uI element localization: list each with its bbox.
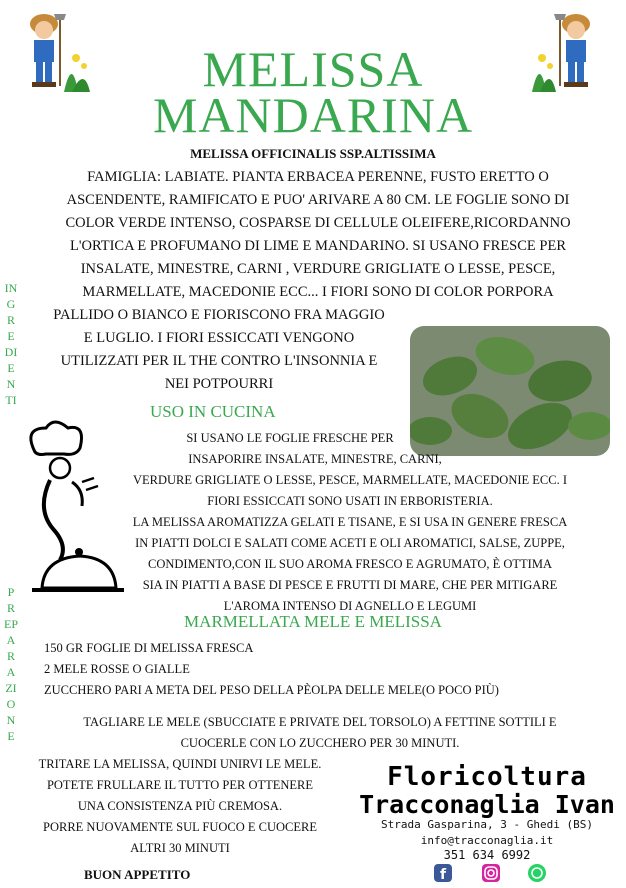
- uso-line: INSAPORIRE INSALATE, MINESTRE, CARNI,: [188, 452, 442, 466]
- preparation-wide: [40, 712, 600, 754]
- description-line: UTILIZZATI PER IL THE CONTRO L'INSONNIA E: [60, 353, 378, 369]
- description-left-block: [34, 304, 404, 396]
- side-label-preparazione: PREPARAZIONE: [4, 585, 19, 743]
- brand-phone: 351 634 6992: [443, 848, 531, 862]
- description-block: [38, 166, 598, 304]
- preparation-line: UNA CONSISTENZA PIÙ CREMOSA.: [77, 799, 283, 813]
- uso-line: FIORI ESSICCATI SONO USATI IN ERBORISTERIA.: [207, 494, 493, 508]
- ingredient-item: 2 MELE ROSSE O GIALLE: [44, 662, 190, 676]
- brand-email: info@tracconaglia.it: [420, 834, 554, 847]
- preparation-line: TRITARE LA MELISSA, QUINDI UNIRVI LE MELE.: [38, 757, 322, 771]
- description-line: MARMELLATE, MACEDONIE ECC... I FIORI SONO DI COLOR PORPORA: [82, 284, 554, 300]
- uso-line: VERDURE GRIGLIATE O LESSE, PESCE, MARMELLATE, MACEDONIE ECC. I: [132, 473, 568, 487]
- preparation-line: CUOCERLE CON LO ZUCCHERO PER 30 MINUTI.: [180, 736, 460, 750]
- description-line: L'ORTICA E PROFUMANO DI LIME E MANDARINO. SI USANO FRESCE PER: [70, 238, 566, 254]
- subtitle: MELISSA OFFICINALIS SSP.ALTISSIMA: [190, 146, 436, 161]
- recipe-heading: MARMELLATA MELE E MELISSA: [184, 612, 442, 631]
- instagram-icon[interactable]: [482, 864, 500, 882]
- title-line-1: MELISSA: [202, 41, 424, 97]
- uso-line: SIA IN PIATTI A BASE DI PESCE E FRUTTI DI MARE, CHE PER MITIGARE: [142, 578, 558, 592]
- preparation-line: TAGLIARE LE MELE (SBUCCIATE E PRIVATE DEL TORSOLO) A FETTINE SOTTILI E: [83, 715, 557, 729]
- description-line: COLOR VERDE INTENSO, COSPARSE DI CELLULE OLEIFERE,RICORDANNO: [65, 215, 571, 231]
- preparation-line: PORRE NUOVAMENTE SUL FUOCO E CUOCERE: [43, 820, 317, 834]
- brand-address: Strada Gasparina, 3 - Ghedi (BS): [381, 818, 593, 831]
- description-line: NEI POTPOURRI: [164, 376, 274, 392]
- uso-line: IN PIATTI DOLCI E SALATI COME ACETI E OLI AROMATICI, SALSE, ZUPPE,: [135, 536, 565, 550]
- brand-line-2: Tracconaglia Ivan: [359, 790, 615, 819]
- preparation-line: ALTRI 30 MINUTI: [130, 841, 230, 855]
- preparation-line: POTETE FRULLARE IL TUTTO PER OTTENERE: [46, 778, 314, 792]
- closing-text: BUON APPETITO: [84, 867, 191, 882]
- description-line: E LUGLIO. I FIORI ESSICCATI VENGONO: [83, 330, 355, 346]
- uso-heading: USO IN CUCINA: [150, 402, 276, 421]
- description-line: FAMIGLIA: LABIATE. PIANTA ERBACEA PERENNE, FUSTO ERETTO O: [87, 169, 549, 185]
- ingredient-item: ZUCCHERO PARI A META DEL PESO DELLA PÈOLPA DELLE MELE(O POCO PIÙ): [44, 683, 499, 697]
- description-line: PALLIDO O BIANCO E FIORISCONO FRA MAGGIO: [53, 307, 385, 323]
- whatsapp-icon[interactable]: [528, 864, 546, 882]
- side-label-ingredienti: INGREDIENTI: [4, 281, 18, 407]
- svg-text:f: f: [440, 867, 447, 882]
- uso-line: L'AROMA INTENSO DI AGNELLO E LEGUMI: [223, 599, 477, 613]
- description-line: INSALATE, MINESTRE, CARNI , VERDURE GRIGLIATE O LESSE, PESCE,: [80, 261, 556, 277]
- uso-line: SI USANO LE FOGLIE FRESCHE PER: [186, 431, 394, 445]
- brand-line-1: Floricoltura: [387, 762, 587, 792]
- ingredients-list: [44, 638, 499, 701]
- uso-line: CONDIMENTO,CON IL SUO AROMA FRESCO E AGRUMATO, È OTTIMA: [148, 557, 552, 571]
- uso-line: LA MELISSA AROMATIZZA GELATI E TISANE, E SI USA IN GENERE FRESCA: [132, 515, 568, 529]
- facebook-icon[interactable]: [434, 864, 452, 882]
- title-line-2: MANDARINA: [152, 87, 474, 143]
- preparation-left: [30, 754, 330, 859]
- description-line: ASCENDENTE, RAMIFICATO E PUO' ARIVARE A 80 CM. LE FOGLIE SONO DI: [66, 192, 570, 208]
- ingredient-item: 150 GR FOGLIE DI MELISSA FRESCA: [44, 641, 254, 655]
- uso-block: [110, 428, 590, 617]
